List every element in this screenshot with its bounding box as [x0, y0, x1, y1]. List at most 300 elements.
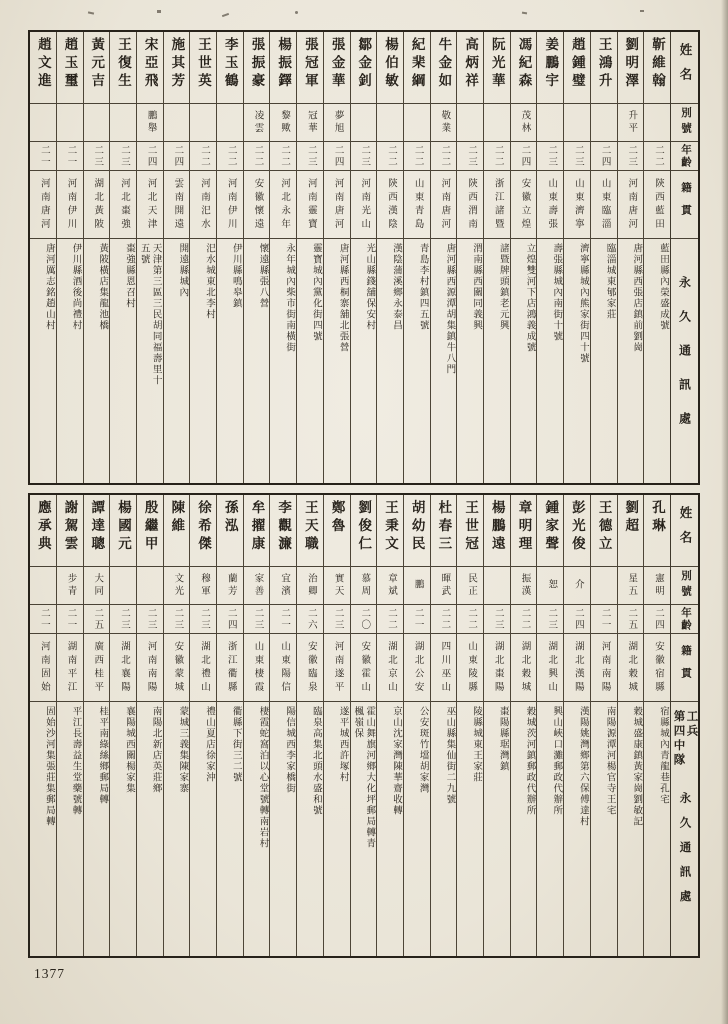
person-name: 謝駕雲	[57, 495, 83, 567]
person-native-place: 浙江衢縣	[217, 634, 243, 702]
person-alias	[457, 104, 483, 142]
person-address-text: 開遠縣城內	[177, 243, 188, 298]
header-column-top	[670, 32, 698, 483]
person-native-place: 安徽霍山	[351, 634, 377, 702]
person-name: 杜春三	[431, 495, 457, 567]
person-column	[430, 495, 457, 956]
person-age: 二四	[511, 142, 537, 171]
person-columns-bottom	[30, 495, 670, 956]
person-address-text: 汜水城東北李村	[204, 243, 215, 320]
person-address	[351, 239, 377, 483]
person-address	[244, 702, 270, 956]
person-alias: 蘭芳	[217, 567, 243, 605]
person-native-place: 湖北襄陽	[110, 634, 136, 702]
person-alias: 大同	[84, 567, 110, 605]
person-native-place: 河南唐河	[431, 171, 457, 239]
person-address	[644, 702, 670, 956]
person-address	[164, 239, 190, 483]
person-name: 楊國元	[110, 495, 136, 567]
person-column	[243, 495, 270, 956]
person-address	[110, 239, 136, 483]
person-column	[430, 32, 457, 483]
person-name: 張冠軍	[297, 32, 323, 104]
person-address	[457, 239, 483, 483]
person-age: 二三	[457, 142, 483, 171]
person-column	[83, 32, 110, 483]
person-name: 胡幼民	[404, 495, 430, 567]
person-alias	[591, 104, 617, 142]
person-column	[30, 495, 56, 956]
person-age: 二三	[618, 142, 644, 171]
person-age: 二三	[484, 605, 510, 634]
person-age: 二三	[244, 605, 270, 634]
person-name: 劉俊仁	[351, 495, 377, 567]
person-name: 劉超	[618, 495, 644, 567]
person-name: 陳維	[164, 495, 190, 567]
person-address-text: 諸暨牌頭鎮老元興	[497, 243, 508, 331]
person-name: 張金華	[324, 32, 350, 104]
person-column	[216, 495, 243, 956]
person-address	[270, 239, 296, 483]
person-alias: 凌雲	[244, 104, 270, 142]
person-age: 二二	[377, 605, 403, 634]
person-age: 二三	[110, 605, 136, 634]
person-address-text: 棗陽縣琚灣鎮	[497, 706, 508, 772]
person-column	[216, 32, 243, 483]
person-name: 譚達聰	[84, 495, 110, 567]
person-age: 二四	[137, 142, 163, 171]
person-name: 趙文進	[30, 32, 56, 104]
person-name: 鄒金釗	[351, 32, 377, 104]
person-address	[137, 239, 163, 483]
person-address-text: 陽信城西李家橋街	[284, 706, 295, 794]
person-name: 黃元吉	[84, 32, 110, 104]
person-address-text: 固始沙河集張莊集郵局轉	[43, 706, 54, 827]
person-address	[30, 702, 56, 956]
person-native-place: 陝西渭南	[457, 171, 483, 239]
page-number: 1377	[34, 966, 65, 981]
person-address-text: 唐河縣西張店鎮前劉崗	[631, 243, 642, 353]
person-address-text: 衢縣下街三二號	[230, 706, 241, 783]
person-address	[511, 239, 537, 483]
scan-mark	[640, 10, 644, 12]
person-native-place: 河南唐河	[30, 171, 56, 239]
person-age: 二一	[30, 142, 56, 171]
person-column	[136, 495, 163, 956]
person-native-place: 河南伊川	[217, 171, 243, 239]
person-column	[136, 32, 163, 483]
person-column	[643, 495, 670, 956]
person-native-place: 河南南陽	[137, 634, 163, 702]
person-age: 二四	[164, 142, 190, 171]
person-alias: 冠華	[297, 104, 323, 142]
person-name: 靳維翰	[644, 32, 670, 104]
person-address-text: 濟寧縣城內熊家街四十號	[577, 243, 588, 364]
person-native-place: 河北永年	[270, 171, 296, 239]
person-address	[84, 239, 110, 483]
person-native-place: 安徽宿縣	[644, 634, 670, 702]
person-age: 二二	[457, 605, 483, 634]
person-alias: 治卿	[297, 567, 323, 605]
person-native-place: 河北棗強	[110, 171, 136, 239]
person-column	[536, 495, 563, 956]
person-address-text: 永年城內柴市街南橫街	[284, 243, 295, 353]
person-native-place: 浙江諸暨	[484, 171, 510, 239]
person-address	[537, 702, 563, 956]
person-address-text: 黃陂橫店集龍池橋	[97, 243, 108, 331]
person-age: 二一	[270, 605, 296, 634]
person-address	[297, 702, 323, 956]
person-age: 二二	[484, 142, 510, 171]
person-address	[351, 702, 377, 956]
header-alias-label: 別號	[671, 104, 698, 142]
person-column	[350, 32, 377, 483]
person-address-text: 陵縣城東王家莊	[471, 706, 482, 783]
person-column	[563, 495, 590, 956]
person-age: 二三	[190, 605, 216, 634]
person-address-text: 宿縣城內青龍巷孔宅	[658, 706, 668, 805]
person-alias	[484, 104, 510, 142]
person-name: 章明理	[511, 495, 537, 567]
person-native-place: 陝西藍田	[644, 171, 670, 239]
person-address-text: 壽張縣城內南街十號	[551, 243, 562, 342]
person-address-text: 穀城盛康鎮黃家崗劉敏記	[631, 706, 642, 827]
person-address-text: 藍田縣內榮盛成號	[658, 243, 668, 331]
person-address	[190, 702, 216, 956]
person-name: 紀棐綱	[404, 32, 430, 104]
person-address	[377, 702, 403, 956]
person-name: 王世英	[190, 32, 216, 104]
person-column	[350, 495, 377, 956]
person-age: 二〇	[351, 605, 377, 634]
header-column-bottom	[670, 495, 698, 956]
person-native-place: 山東壽張	[537, 171, 563, 239]
person-address-text: 光山縣錢舖保安村	[364, 243, 375, 331]
person-name: 孔琳	[644, 495, 670, 567]
person-native-place: 山東陽信	[270, 634, 296, 702]
person-native-place: 山東青島	[404, 171, 430, 239]
person-age: 二三	[324, 605, 350, 634]
person-alias	[591, 567, 617, 605]
person-alias	[164, 104, 190, 142]
person-name: 劉明澤	[618, 32, 644, 104]
person-alias	[404, 104, 430, 142]
person-native-place: 河南南陽	[591, 634, 617, 702]
person-address-text: 漢陽姚灣鄉第六保傅達村	[577, 706, 588, 827]
person-address-text: 棲霞蛇窩泊以心堂號轉南岩村	[257, 706, 268, 849]
person-alias: 振漢	[511, 567, 537, 605]
person-name: 王德立	[591, 495, 617, 567]
roster-table-top	[28, 30, 700, 485]
person-alias: 文光	[164, 567, 190, 605]
person-name: 宋亞飛	[137, 32, 163, 104]
person-address-text: 臨泉高集北頭水盛和號	[310, 706, 321, 816]
person-address-text: 巫山縣集仙街二九號	[444, 706, 455, 805]
person-column	[590, 32, 617, 483]
person-native-place: 河南汜水	[190, 171, 216, 239]
person-address	[431, 702, 457, 956]
person-alias: 實天	[324, 567, 350, 605]
person-age: 二二	[404, 142, 430, 171]
person-age: 二四	[217, 605, 243, 634]
person-native-place: 山東濟寧	[564, 171, 590, 239]
person-column	[163, 495, 190, 956]
person-native-place: 湖北棗陽	[484, 634, 510, 702]
person-column	[323, 32, 350, 483]
person-name: 阮光華	[484, 32, 510, 104]
person-column	[403, 32, 430, 483]
person-address	[137, 702, 163, 956]
person-alias	[110, 104, 136, 142]
person-address	[457, 702, 483, 956]
person-name: 彭光俊	[564, 495, 590, 567]
person-age: 二四	[644, 605, 670, 634]
scan-mark	[222, 13, 229, 17]
person-column	[376, 495, 403, 956]
person-age: 二四	[564, 605, 590, 634]
person-name: 王秉文	[377, 495, 403, 567]
person-native-place: 山東臨淄	[591, 171, 617, 239]
person-age: 二二	[644, 142, 670, 171]
person-name: 鄭魯	[324, 495, 350, 567]
person-native-place: 湖北京山	[377, 634, 403, 702]
person-age: 二二	[270, 142, 296, 171]
person-alias: 鵬	[404, 567, 430, 605]
person-alias	[137, 567, 163, 605]
person-native-place: 廣西桂平	[84, 634, 110, 702]
person-column	[296, 32, 323, 483]
person-address	[511, 702, 537, 956]
person-address-text: 南陽北新店英莊鄉	[150, 706, 161, 794]
person-native-place: 湖北穀城	[511, 634, 537, 702]
person-column	[269, 32, 296, 483]
person-alias	[30, 104, 56, 142]
person-native-place: 河南光山	[351, 171, 377, 239]
person-age: 二二	[190, 142, 216, 171]
person-native-place: 河南靈寶	[297, 171, 323, 239]
person-column	[56, 32, 83, 483]
person-alias	[84, 104, 110, 142]
person-column	[563, 32, 590, 483]
person-address	[270, 702, 296, 956]
person-age: 二六	[297, 605, 323, 634]
scan-mark	[295, 11, 298, 14]
person-age: 二三	[110, 142, 136, 171]
person-alias	[217, 104, 243, 142]
header-address-cell	[671, 702, 698, 956]
person-name: 牟擢康	[244, 495, 270, 567]
person-column	[617, 32, 644, 483]
person-alias: 步青	[57, 567, 83, 605]
person-native-place: 湖北黃陂	[84, 171, 110, 239]
person-native-place: 湖北漢陽	[564, 634, 590, 702]
person-address-text: 唐河縣西源潭胡集鎮牛八門	[444, 243, 455, 375]
person-address-text: 平江長壽益生堂藥號轉	[70, 706, 81, 816]
person-alias: 宜濱	[270, 567, 296, 605]
person-age: 二三	[297, 142, 323, 171]
person-age: 二一	[30, 605, 56, 634]
person-name: 王復生	[110, 32, 136, 104]
person-native-place: 河南遂平	[324, 634, 350, 702]
person-address-text: 唐河厲志銘趙山村	[43, 243, 54, 331]
person-address	[431, 239, 457, 483]
person-native-place: 湖北穀城	[618, 634, 644, 702]
person-address-text: 懷遠縣張八營	[257, 243, 268, 309]
person-address-text: 青島李村鎮四五號	[417, 243, 428, 331]
person-native-place: 四川巫山	[431, 634, 457, 702]
person-address	[377, 239, 403, 483]
header-native-label: 籍貫	[671, 171, 698, 239]
roster-table-bottom	[28, 493, 700, 958]
person-column	[323, 495, 350, 956]
person-name: 施其芳	[164, 32, 190, 104]
person-column	[56, 495, 83, 956]
person-alias: 茂林	[511, 104, 537, 142]
person-age: 二三	[564, 142, 590, 171]
person-native-place: 安徽臨泉	[297, 634, 323, 702]
header-alias-label: 別號	[671, 567, 698, 605]
person-address-text: 南陽源潭河楊官寺王宅	[604, 706, 615, 816]
person-address-text: 靈寶城內黨化街四號	[310, 243, 321, 342]
person-address-text: 京山沈家灣陳華齋收轉	[390, 706, 401, 816]
person-address-text: 公安斑竹壋胡家灣	[417, 706, 428, 794]
person-native-place: 湖北興山	[537, 634, 563, 702]
person-alias	[30, 567, 56, 605]
person-native-place: 湖北禮山	[190, 634, 216, 702]
person-alias: 家善	[244, 567, 270, 605]
person-name: 王鴻升	[591, 32, 617, 104]
person-name: 張振豪	[244, 32, 270, 104]
person-age: 二二	[431, 142, 457, 171]
unit-label-line1: 工兵	[685, 710, 698, 739]
unit-label-line2: 第四中隊	[672, 710, 685, 768]
person-age: 二二	[431, 605, 457, 634]
person-address-text: 唐河縣西桐寨舖北張營	[337, 243, 348, 353]
person-column	[403, 495, 430, 956]
person-address	[404, 702, 430, 956]
person-alias: 憲明	[644, 567, 670, 605]
person-column	[189, 495, 216, 956]
header-native-label: 籍貫	[671, 634, 698, 702]
person-alias: 章斌	[377, 567, 403, 605]
scan-mark	[157, 10, 161, 13]
person-alias	[377, 104, 403, 142]
person-alias	[190, 104, 216, 142]
person-native-place: 河南唐河	[618, 171, 644, 239]
person-columns-top	[30, 32, 670, 483]
person-column	[617, 495, 644, 956]
person-name: 牛金如	[431, 32, 457, 104]
person-age: 二五	[84, 605, 110, 634]
person-native-place: 山東棲霞	[244, 634, 270, 702]
person-native-place: 雲南開遠	[164, 171, 190, 239]
person-address-text: 桂平南綠絲鄉郵局轉	[97, 706, 108, 805]
person-age: 二五	[618, 605, 644, 634]
person-address	[110, 702, 136, 956]
scan-mark	[88, 11, 94, 14]
scan-mark	[522, 12, 527, 15]
person-address	[537, 239, 563, 483]
person-age: 二一	[57, 142, 83, 171]
person-name: 孫泓	[217, 495, 243, 567]
person-age: 二二	[244, 142, 270, 171]
person-column	[536, 32, 563, 483]
person-address-text: 興山峽口灘郵政代辦所	[551, 706, 562, 816]
person-name: 楊鵬遠	[484, 495, 510, 567]
person-native-place: 湖北公安	[404, 634, 430, 702]
person-address-text: 禮山夏店徐家沖	[204, 706, 215, 783]
person-native-place: 安徽蒙城	[164, 634, 190, 702]
person-native-place: 河南伊川	[57, 171, 83, 239]
header-name-label: 姓名	[671, 495, 698, 567]
person-age: 二二	[511, 605, 537, 634]
person-address-text: 棗強縣恩召村	[123, 243, 134, 309]
person-native-place: 陝西漢陰	[377, 171, 403, 239]
person-age: 二一	[57, 605, 83, 634]
person-address-text: 立煌雙河下店鴻義成號	[524, 243, 535, 353]
person-column	[483, 495, 510, 956]
person-alias: 星五	[618, 567, 644, 605]
header-address-cell	[671, 239, 698, 483]
person-alias	[110, 567, 136, 605]
person-column	[376, 32, 403, 483]
person-column	[109, 32, 136, 483]
person-address	[564, 702, 590, 956]
person-age: 二三	[164, 605, 190, 634]
person-name: 王天職	[297, 495, 323, 567]
person-native-place: 河南固始	[30, 634, 56, 702]
person-alias	[564, 104, 590, 142]
person-address	[404, 239, 430, 483]
person-address-text: 伊川縣酒後尚禮村	[70, 243, 81, 331]
person-address	[217, 239, 243, 483]
person-address	[591, 239, 617, 483]
person-alias	[484, 567, 510, 605]
person-address	[484, 702, 510, 956]
person-age: 二三	[351, 142, 377, 171]
person-address	[591, 702, 617, 956]
person-address-text: 遂平城西許塚村	[337, 706, 348, 783]
person-name: 趙鍾璧	[564, 32, 590, 104]
unit-label	[672, 710, 698, 776]
person-name: 鍾家聲	[537, 495, 563, 567]
person-alias: 暉武	[431, 567, 457, 605]
person-address	[297, 239, 323, 483]
person-address	[84, 702, 110, 956]
person-column	[269, 495, 296, 956]
person-age: 二三	[537, 142, 563, 171]
person-address	[618, 702, 644, 956]
person-age: 二三	[84, 142, 110, 171]
person-column	[30, 32, 56, 483]
person-age: 二一	[591, 605, 617, 634]
person-column	[510, 32, 537, 483]
person-address	[644, 239, 670, 483]
person-column	[243, 32, 270, 483]
person-column	[456, 495, 483, 956]
person-native-place: 安徽立煌	[511, 171, 537, 239]
person-name: 應承典	[30, 495, 56, 567]
person-column	[83, 495, 110, 956]
person-alias: 鵬舉	[137, 104, 163, 142]
person-address	[190, 239, 216, 483]
person-address-text: 漢陰蒲溪鄉永泰昌	[390, 243, 401, 331]
person-column	[189, 32, 216, 483]
person-address-text: 蒙城三義集陳家寨	[177, 706, 188, 794]
person-address	[324, 239, 350, 483]
person-address	[564, 239, 590, 483]
person-native-place: 河南唐河	[324, 171, 350, 239]
